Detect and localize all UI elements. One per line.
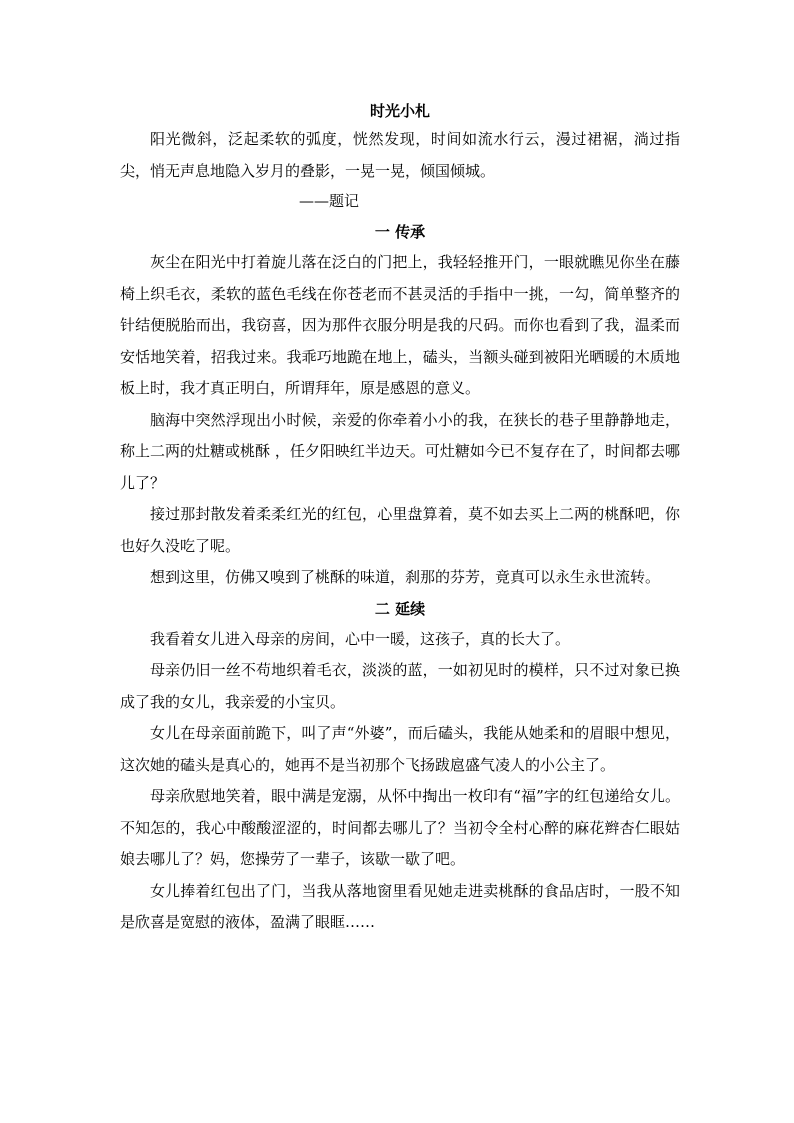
paragraph: 女儿捧着红包出了门，当我从落地窗里看见她走进卖桃酥的食品店时，一股不知是欣喜是宽慰的液体，盈满了眼眶…… bbox=[120, 881, 680, 931]
paragraph: 母亲仍旧一丝不苟地织着毛衣，淡淡的蓝，一如初见时的模样，只不过对象已换成了我的女儿，我亲爱的小宝贝。 bbox=[120, 661, 680, 711]
intro-paragraph: 阳光微斜，泛起柔软的弧度，恍然发现，时间如流水行云，漫过裙裾，淌过指尖，悄无声息地隐入岁月的叠影，一晃一晃，倾国倾城。 bbox=[120, 130, 680, 180]
paragraph: 我看着女儿进入母亲的房间，心中一暖，这孩子，真的长大了。 bbox=[150, 629, 571, 648]
paragraph: 脑海中突然浮现出小时候，亲爱的你牵着小小的我，在狭长的巷子里静静地走，称上二两的灶糖或桃酥 ，任夕阳映红半边天。可灶糖如今已不复存在了，时间都去哪儿了？ bbox=[120, 410, 680, 492]
paragraph: 女儿在母亲面前跪下，叫了声“外婆”，而后磕头，我能从她柔和的眉眼中想见，这次她的磕头是真心的，她再不是当初那个飞扬跋扈盛气凌人的小公主了。 bbox=[120, 724, 680, 774]
section-heading: 二 延续 bbox=[374, 599, 426, 618]
paragraph: 接过那封散发着柔柔红光的红包，心里盘算着，莫不如去买上二两的桃酥吧，你也好久没吃了呢。 bbox=[120, 505, 680, 555]
paragraph: 母亲欣慰地笑着，眼中满是宠溺，从怀中掏出一枚印有“福”字的红包递给女儿。不知怎的，我心中酸酸涩涩的，时间都去哪儿了？当初令全村心醉的麻花辫杏仁眼姑娘去哪儿了？妈，您操劳了一辈子，该歇一歇了吧。 bbox=[120, 787, 680, 868]
paragraph: 想到这里，仿佛又嗅到了桃酥的味道，刹那的芬芳，竟真可以永生永世流转。 bbox=[150, 568, 661, 586]
section-heading: 一 传承 bbox=[374, 223, 426, 241]
intro-signature: ——题记 bbox=[299, 192, 360, 210]
essay-title: 时光小札 bbox=[369, 102, 430, 120]
paragraph: 灰尘在阳光中打着旋儿落在泛白的门把上，我轻轻推开门，一眼就瞧见你坐在藤椅上织毛衣，柔软的蓝色毛线在你苍老而不甚灵活的手指中一挑，一勾，简单整齐的针结便脱胎而出，我窃喜，因为那件衣服分明是我的尺码。而你也看到了我，温柔而安恬地笑着，招我过来。我乖巧地跪在地上，磕头，当额头碰到被阳光晒暖的木质地板上时，我才真正明白，所谓拜年，原是感恩的意义。 bbox=[120, 253, 680, 397]
section-1 bbox=[120, 217, 680, 594]
section-2 bbox=[120, 594, 680, 939]
document-content bbox=[120, 98, 680, 939]
